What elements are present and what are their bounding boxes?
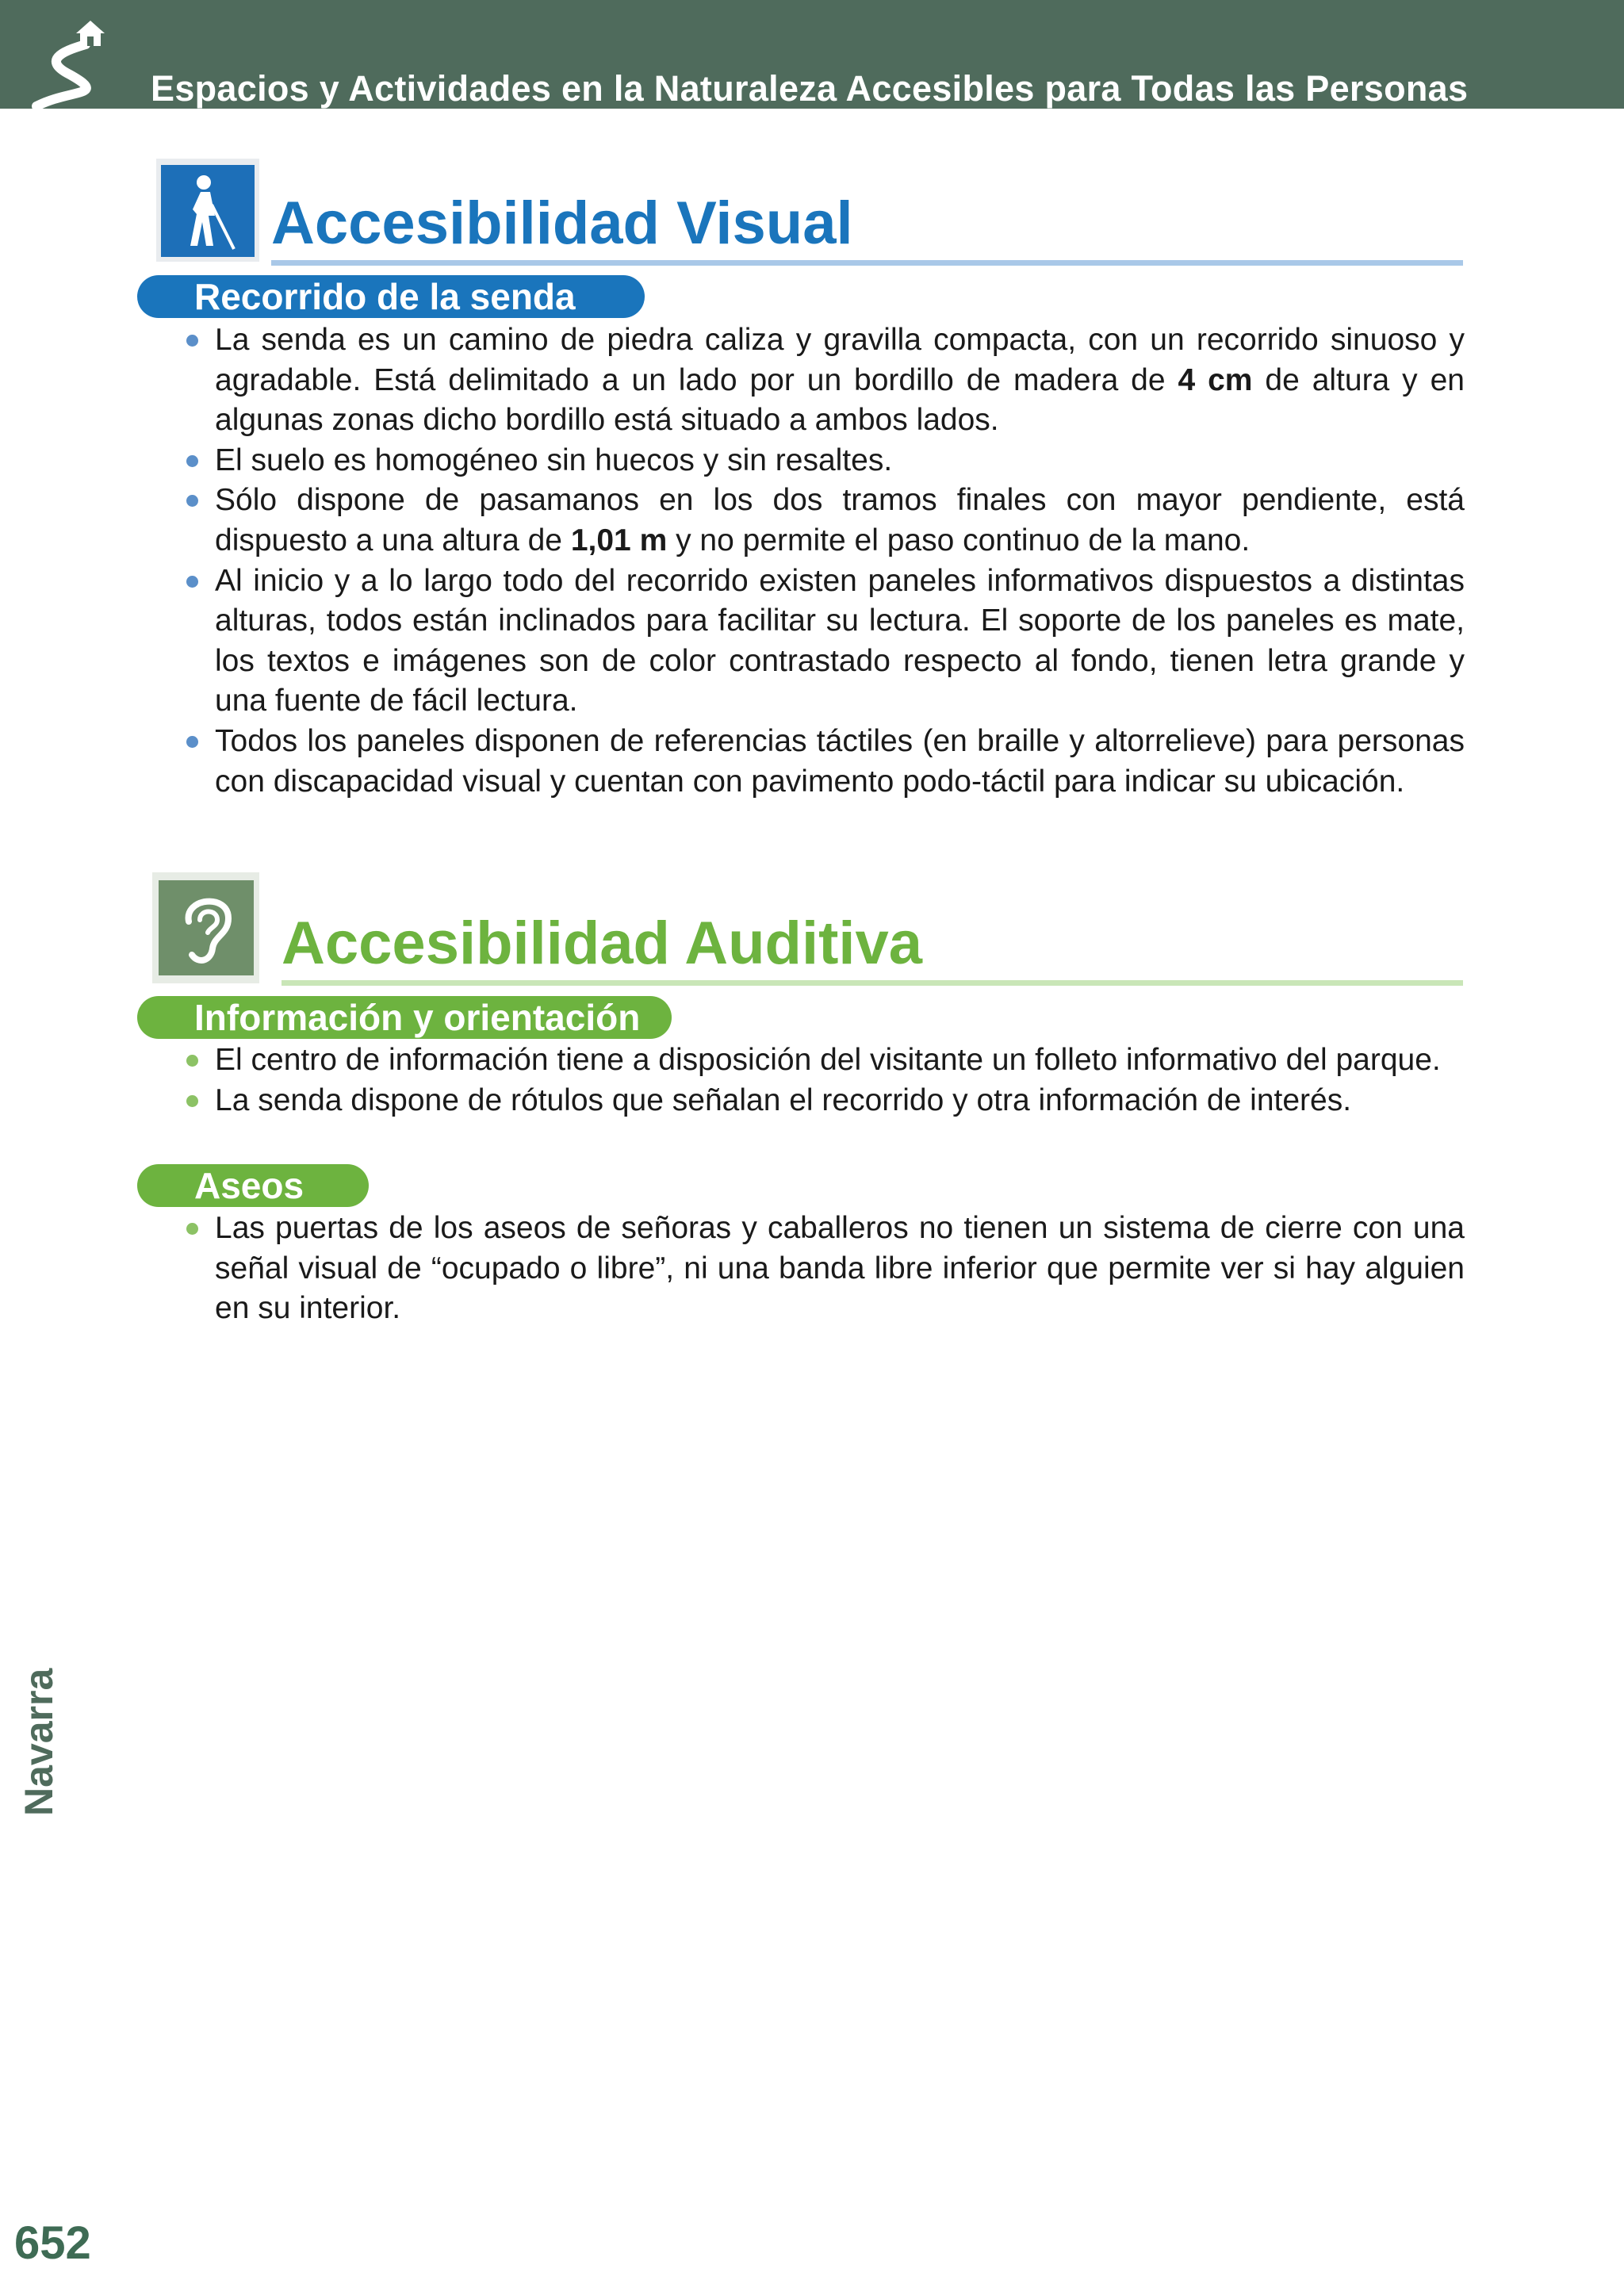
bullet-dot (186, 1055, 198, 1067)
list-item: Las puertas de los aseos de señoras y caballeros no tienen un sistema de cierre con una señal visual de “ocupado o libre”, ni una banda libre inferior que permite ver si hay alguien en su interior. (215, 1209, 1465, 1329)
ear-icon (152, 872, 259, 983)
subsection-pill-recorrido: Recorrido de la senda (137, 275, 645, 318)
bullet-dot (186, 335, 198, 347)
list-item: La senda es un camino de piedra caliza y gravilla compacta, con un recorrido sinuoso y agradable. Está delimitado a un lado por un bordillo de madera de 4 cm de altura y en algunas zonas dicho bordillo está situado a ambos lados. (215, 320, 1465, 441)
list-item: La senda dispone de rótulos que señalan el recorrido y otra información de interés. (215, 1081, 1465, 1121)
list-item: Todos los paneles disponen de referencias táctiles (en braille y altorrelieve) para personas con discapacidad visual y cuentan con pavimento podo-táctil para indicar su ubicación. (215, 722, 1465, 802)
bullet-list-aseos (215, 1209, 1465, 1329)
blind-person-cane-icon (156, 159, 259, 262)
list-item: Al inicio y a lo largo todo del recorrido existen paneles informativos dispuestos a distintas alturas, todos están inclinados para facilitar su lectura. El soporte de los paneles es mate, los textos e imágenes son de color contrastado respecto al fondo, tienen letra grande y una fuente de fácil lectura. (215, 561, 1465, 722)
header-band (0, 0, 1624, 109)
section-title-auditiva: Accesibilidad Auditiva (282, 910, 923, 977)
bullet-dot (186, 576, 198, 588)
subsection-pill-aseos: Aseos (137, 1164, 369, 1207)
title-rule-auditiva (282, 980, 1463, 986)
publication-title: Espacios y Actividades en la Naturaleza Accesibles para Todas las Personas (151, 68, 1469, 109)
bullet-dot (186, 1095, 198, 1107)
list-item: El centro de información tiene a disposición del visitante un folleto informativo del parque. (215, 1040, 1465, 1081)
bullet-dot (186, 495, 198, 507)
list-item: Sólo dispone de pasamanos en los dos tramos finales con mayor pendiente, está dispuesto a una altura de 1,01 m y no permite el paso continuo de la mano. (215, 481, 1465, 561)
bullet-dot (186, 455, 198, 467)
title-rule-visual (271, 260, 1463, 266)
house-path-icon (22, 10, 117, 109)
page-number: 652 (14, 2217, 91, 2269)
bullet-dot (186, 1223, 198, 1235)
bullet-list-informacion (215, 1040, 1465, 1121)
region-side-label: Navarra (17, 1668, 61, 1816)
subsection-pill-informacion: Información y orientación (137, 996, 672, 1039)
bullet-dot (186, 736, 198, 748)
bullet-list-recorrido (215, 320, 1465, 802)
list-item: El suelo es homogéneo sin huecos y sin resaltes. (215, 441, 1465, 481)
section-title-visual: Accesibilidad Visual (271, 190, 853, 257)
